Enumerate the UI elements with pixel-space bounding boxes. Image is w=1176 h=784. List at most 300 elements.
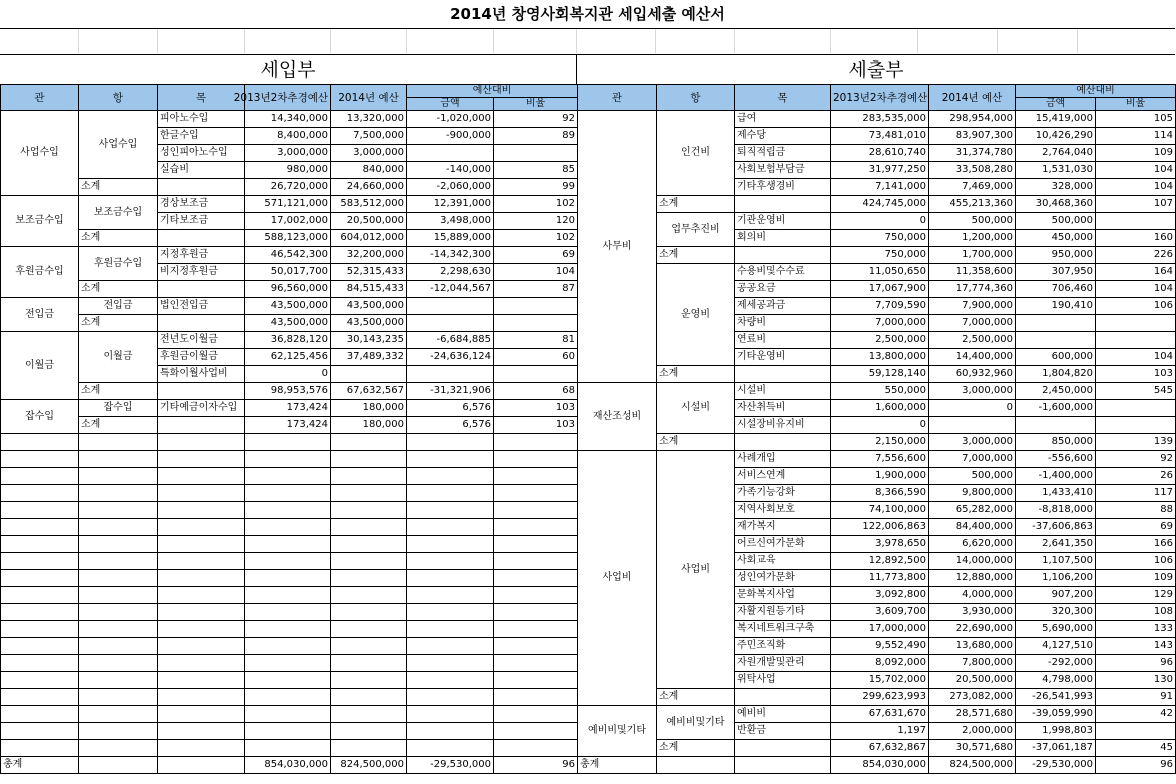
total-row [1, 757, 578, 774]
cell-cur: 2,000,000 [929, 723, 1016, 740]
empty-cell [494, 519, 578, 536]
cell-gwan: 재산조성비 [578, 383, 657, 451]
expense-heading: 세출부 [577, 54, 1175, 86]
empty-row [1, 502, 578, 519]
empty-cell [494, 587, 578, 604]
cell-amount: 12,391,000 [407, 196, 494, 213]
cell-hang: 소계 [657, 434, 735, 451]
cell-ratio: 85 [494, 162, 578, 179]
cell-amount: 2,450,000 [1016, 383, 1096, 400]
cell-hang: 소계 [657, 247, 735, 264]
empty-cell [245, 723, 331, 740]
cell-hang: 소계 [79, 315, 158, 332]
empty-cell [79, 621, 158, 638]
cell-cur: 67,632,567 [331, 383, 407, 400]
cell-ratio: 96 [1096, 655, 1176, 672]
cell-hang: 소계 [657, 689, 735, 706]
empty-cell [494, 706, 578, 723]
empty-row [1, 672, 578, 689]
empty-cell [245, 451, 331, 468]
cell-hang: 소계 [79, 417, 158, 434]
cell-mok: 공공요금 [735, 281, 831, 298]
cell-mok: 수용비및수수료 [735, 264, 831, 281]
cell-ratio: 109 [1096, 145, 1176, 162]
cell-mok: 후원금이월금 [158, 349, 245, 366]
table-row [578, 111, 1176, 128]
empty-row [1, 621, 578, 638]
empty-cell [1, 485, 79, 502]
cell-ratio: 26 [1096, 468, 1176, 485]
cell-amount [407, 366, 494, 383]
cell-mok: 기타예금이자수입 [158, 400, 245, 417]
header-gwan: 관 [578, 85, 657, 111]
cell-amount: 6,576 [407, 417, 494, 434]
cell-prev: 0 [831, 417, 929, 434]
empty-cell [1, 638, 79, 655]
empty-cell [1, 672, 79, 689]
empty-cell [1, 519, 79, 536]
empty-cell [79, 689, 158, 706]
cell-ratio: 104 [1096, 179, 1176, 196]
header-prev-budget: 2013년2차추경예산 [831, 85, 929, 111]
cell-mok: 지역사회보호 [735, 502, 831, 519]
cell-prev: 8,366,590 [831, 485, 929, 502]
cell-prev: 74,100,000 [831, 502, 929, 519]
table-row [578, 434, 1176, 451]
empty-cell [494, 536, 578, 553]
cell-cur: 4,000,000 [929, 587, 1016, 604]
empty-cell [407, 723, 494, 740]
empty-cell [331, 553, 407, 570]
empty-cell [331, 451, 407, 468]
table-row [578, 213, 1176, 230]
cell-amount [407, 298, 494, 315]
empty-cell [331, 536, 407, 553]
cell-amount: -12,044,567 [407, 281, 494, 298]
empty-cell [245, 519, 331, 536]
cell-hang: 후원금수입 [79, 247, 158, 281]
cell-hang: 예비비및기타 [657, 706, 735, 740]
empty-cell [407, 689, 494, 706]
cell-prev: 59,128,140 [831, 366, 929, 383]
cell-ratio: 69 [1096, 519, 1176, 536]
cell-cur: 31,374,780 [929, 145, 1016, 162]
empty-cell [245, 706, 331, 723]
cell-ratio: 103 [1096, 366, 1176, 383]
cell-hang: 이월금 [79, 332, 158, 383]
empty-row [1, 468, 578, 485]
empty-cell [158, 706, 245, 723]
empty-cell [407, 519, 494, 536]
cell-mok [735, 434, 831, 451]
cell-ratio: 139 [1096, 434, 1176, 451]
cell-gwan: 총계 [1, 757, 79, 774]
cell-amount: -140,000 [407, 162, 494, 179]
cell-ratio: 92 [1096, 451, 1176, 468]
cell-cur: 840,000 [331, 162, 407, 179]
cell-cur: 11,358,600 [929, 264, 1016, 281]
empty-cell [494, 740, 578, 757]
cell-ratio: 103 [494, 400, 578, 417]
empty-cell [331, 655, 407, 672]
cell-mok: 회의비 [735, 230, 831, 247]
cell-amount: 2,298,630 [407, 264, 494, 281]
cell-prev: 50,017,700 [245, 264, 331, 281]
empty-cell [158, 485, 245, 502]
empty-cell [331, 519, 407, 536]
cell-mok [735, 740, 831, 757]
empty-cell [245, 553, 331, 570]
cell-hang: 시설비 [657, 383, 735, 434]
empty-cell [79, 468, 158, 485]
table-row [1, 315, 578, 332]
cell-mok: 사회보험부담금 [735, 162, 831, 179]
cell-cur: 52,315,433 [331, 264, 407, 281]
cell-mok: 기타후생경비 [735, 179, 831, 196]
cell-ratio: 91 [1096, 689, 1176, 706]
cell-cur: 180,000 [331, 417, 407, 434]
empty-cell [79, 434, 158, 451]
cell-amount: 1,107,500 [1016, 553, 1096, 570]
empty-cell [331, 570, 407, 587]
cell-mok: 특화이월사업비 [158, 366, 245, 383]
cell-prev: 1,900,000 [831, 468, 929, 485]
cell-mok: 어르신여가문화 [735, 536, 831, 553]
empty-cell [79, 536, 158, 553]
cell-cur: 455,213,360 [929, 196, 1016, 213]
table-row [578, 383, 1176, 400]
empty-cell [245, 672, 331, 689]
cell-mok: 경상보조금 [158, 196, 245, 213]
header-mok: 목 [158, 85, 245, 111]
cell-mok: 성인피아노수입 [158, 145, 245, 162]
cell-cur: 20,500,000 [331, 213, 407, 230]
cell-prev: 13,800,000 [831, 349, 929, 366]
empty-cell [245, 468, 331, 485]
cell-ratio: 133 [1096, 621, 1176, 638]
empty-cell [1, 502, 79, 519]
cell-hang: 전입금 [79, 298, 158, 315]
header-gwan: 관 [1, 85, 79, 111]
empty-cell [331, 502, 407, 519]
cell-prev: 11,773,800 [831, 570, 929, 587]
empty-cell [407, 536, 494, 553]
empty-cell [331, 468, 407, 485]
empty-row [1, 451, 578, 468]
header-amount: 금액 [1016, 98, 1096, 111]
cell-amount: -900,000 [407, 128, 494, 145]
cell-amount: 5,690,000 [1016, 621, 1096, 638]
cell-prev: 36,828,120 [245, 332, 331, 349]
cell-mok: 기타운영비 [735, 349, 831, 366]
cell-ratio: 104 [494, 264, 578, 281]
cell-amount [1016, 315, 1096, 332]
cell-prev: 98,953,576 [245, 383, 331, 400]
empty-cell [245, 570, 331, 587]
header-hang: 항 [79, 85, 158, 111]
cell-cur: 273,082,000 [929, 689, 1016, 706]
cell-hang [657, 757, 735, 774]
cell-amount: 15,889,000 [407, 230, 494, 247]
cell-gwan: 전입금 [1, 298, 79, 332]
cell-amount: 4,127,510 [1016, 638, 1096, 655]
cell-cur: 14,400,000 [929, 349, 1016, 366]
cell-amount: 1,531,030 [1016, 162, 1096, 179]
empty-cell [158, 502, 245, 519]
table-row [578, 196, 1176, 213]
cell-cur: 7,469,000 [929, 179, 1016, 196]
empty-row [1, 536, 578, 553]
cell-cur: 37,489,332 [331, 349, 407, 366]
cell-ratio: 45 [1096, 740, 1176, 757]
cell-amount: -1,600,000 [1016, 400, 1096, 417]
cell-cur: 30,571,680 [929, 740, 1016, 757]
table-row [1, 332, 578, 349]
cell-cur: 60,932,960 [929, 366, 1016, 383]
cell-prev: 3,609,700 [831, 604, 929, 621]
cell-hang: 소계 [79, 281, 158, 298]
cell-cur: 1,200,000 [929, 230, 1016, 247]
empty-cell [245, 502, 331, 519]
cell-gwan: 보조금수입 [1, 196, 79, 247]
empty-cell [158, 723, 245, 740]
empty-cell [79, 485, 158, 502]
cell-amount: -292,000 [1016, 655, 1096, 672]
cell-gwan: 사업비 [578, 451, 657, 706]
cell-mok: 전년도이월금 [158, 332, 245, 349]
cell-prev: 67,632,867 [831, 740, 929, 757]
cell-ratio [1096, 417, 1176, 434]
empty-cell [331, 485, 407, 502]
cell-prev: 0 [245, 366, 331, 383]
empty-cell [245, 740, 331, 757]
cell-ratio: 109 [1096, 570, 1176, 587]
header-ratio: 비율 [494, 98, 578, 111]
cell-mok: 지정후원금 [158, 247, 245, 264]
empty-cell [494, 655, 578, 672]
cell-mok: 차량비 [735, 315, 831, 332]
cell-prev: 7,709,590 [831, 298, 929, 315]
header-diff: 예산대비 [407, 85, 578, 98]
cell-cur: 6,620,000 [929, 536, 1016, 553]
empty-cell [245, 536, 331, 553]
cell-prev: 854,030,000 [245, 757, 331, 774]
empty-cell [245, 587, 331, 604]
empty-cell [79, 519, 158, 536]
header-cur-budget: 2014년 예산 [929, 85, 1016, 111]
cell-cur: 13,680,000 [929, 638, 1016, 655]
cell-ratio: 160 [1096, 230, 1176, 247]
cell-ratio: 89 [494, 128, 578, 145]
cell-hang: 인건비 [657, 111, 735, 196]
cell-cur: 3,000,000 [929, 383, 1016, 400]
cell-ratio: 105 [1096, 111, 1176, 128]
empty-cell [331, 587, 407, 604]
empty-cell [407, 502, 494, 519]
empty-row [1, 570, 578, 587]
empty-cell [245, 689, 331, 706]
empty-cell [158, 672, 245, 689]
cell-amount: 2,764,040 [1016, 145, 1096, 162]
cell-cur: 7,000,000 [929, 315, 1016, 332]
cell-mok: 성인여가문화 [735, 570, 831, 587]
cell-ratio: 120 [494, 213, 578, 230]
cell-mok: 퇴직적립금 [735, 145, 831, 162]
cell-ratio: 68 [494, 383, 578, 400]
cell-ratio: 104 [1096, 349, 1176, 366]
header-prev-budget: 2013년2차추경예산 [245, 85, 331, 111]
cell-prev: 7,141,000 [831, 179, 929, 196]
cell-hang: 소계 [79, 179, 158, 196]
cell-ratio: 226 [1096, 247, 1176, 264]
empty-cell [1, 723, 79, 740]
empty-cell [407, 468, 494, 485]
empty-cell [79, 740, 158, 757]
cell-ratio: 96 [1096, 757, 1176, 774]
cell-gwan: 이월금 [1, 332, 79, 400]
table-row [1, 179, 578, 196]
empty-cell [245, 434, 331, 451]
table-row [1, 247, 578, 264]
empty-cell [158, 587, 245, 604]
empty-row [1, 519, 578, 536]
cell-hang: 업무추진비 [657, 213, 735, 247]
empty-row [1, 740, 578, 757]
document-title: 2014년 창영사회복지관 세입세출 예산서 [0, 0, 1175, 29]
empty-row [1, 706, 578, 723]
cell-amount: 4,798,000 [1016, 672, 1096, 689]
table-row [578, 366, 1176, 383]
empty-cell [331, 672, 407, 689]
cell-prev: 43,500,000 [245, 298, 331, 315]
cell-ratio [1096, 400, 1176, 417]
cell-ratio: 104 [1096, 281, 1176, 298]
cell-cur: 28,571,680 [929, 706, 1016, 723]
empty-cell [494, 723, 578, 740]
income-table [0, 84, 578, 774]
table-row [1, 196, 578, 213]
empty-cell [494, 672, 578, 689]
cell-prev: 26,720,000 [245, 179, 331, 196]
cell-mok [158, 417, 245, 434]
cell-amount: -31,321,906 [407, 383, 494, 400]
cell-prev: 299,623,993 [831, 689, 929, 706]
cell-amount: -29,530,000 [407, 757, 494, 774]
cell-mok: 실습비 [158, 162, 245, 179]
cell-amount: 450,000 [1016, 230, 1096, 247]
cell-amount: -24,636,124 [407, 349, 494, 366]
empty-cell [331, 723, 407, 740]
cell-ratio: 99 [494, 179, 578, 196]
empty-cell [407, 672, 494, 689]
empty-cell [158, 468, 245, 485]
cell-ratio [494, 366, 578, 383]
empty-cell [331, 706, 407, 723]
cell-cur: 180,000 [331, 400, 407, 417]
cell-amount [1016, 332, 1096, 349]
cell-cur: 1,700,000 [929, 247, 1016, 264]
cell-prev: 8,400,000 [245, 128, 331, 145]
cell-ratio: 107 [1096, 196, 1176, 213]
empty-cell [79, 655, 158, 672]
empty-cell [158, 570, 245, 587]
empty-cell [494, 553, 578, 570]
cell-hang: 사업비 [657, 451, 735, 689]
cell-amount [1016, 417, 1096, 434]
table-row [578, 451, 1176, 468]
cell-mok [735, 247, 831, 264]
cell-cur: 12,880,000 [929, 570, 1016, 587]
header-amount: 금액 [407, 98, 494, 111]
cell-prev: 8,092,000 [831, 655, 929, 672]
cell-amount: -37,606,863 [1016, 519, 1096, 536]
empty-cell [158, 638, 245, 655]
cell-mok: 주민조직화 [735, 638, 831, 655]
cell-cur [929, 417, 1016, 434]
empty-cell [158, 536, 245, 553]
empty-cell [407, 638, 494, 655]
cell-prev: 43,500,000 [245, 315, 331, 332]
cell-cur: 30,143,235 [331, 332, 407, 349]
empty-cell [1, 740, 79, 757]
table-row [1, 111, 578, 128]
cell-mok: 반환금 [735, 723, 831, 740]
empty-cell [1, 706, 79, 723]
cell-cur: 3,930,000 [929, 604, 1016, 621]
table-row [578, 706, 1176, 723]
empty-cell [158, 689, 245, 706]
cell-amount: -26,541,993 [1016, 689, 1096, 706]
cell-mok: 복지네트워크구축 [735, 621, 831, 638]
empty-cell [79, 638, 158, 655]
cell-amount: -6,684,885 [407, 332, 494, 349]
table-row [1, 298, 578, 315]
cell-prev: 980,000 [245, 162, 331, 179]
cell-cur: 83,907,300 [929, 128, 1016, 145]
empty-cell [79, 672, 158, 689]
cell-amount [407, 315, 494, 332]
cell-mok: 한글수입 [158, 128, 245, 145]
empty-cell [79, 553, 158, 570]
cell-prev: 2,500,000 [831, 332, 929, 349]
empty-cell [494, 468, 578, 485]
cell-ratio: 102 [494, 196, 578, 213]
cell-cur: 84,400,000 [929, 519, 1016, 536]
cell-mok: 급여 [735, 111, 831, 128]
cell-amount: 3,498,000 [407, 213, 494, 230]
header-cur-budget: 2014년 예산 [331, 85, 407, 111]
cell-amount: 1,106,200 [1016, 570, 1096, 587]
empty-cell [407, 570, 494, 587]
cell-prev: 7,556,600 [831, 451, 929, 468]
cell-cur: 500,000 [929, 213, 1016, 230]
cell-gwan: 총계 [578, 757, 657, 774]
cell-gwan: 후원금수입 [1, 247, 79, 298]
cell-ratio: 103 [494, 417, 578, 434]
cell-amount: -14,342,300 [407, 247, 494, 264]
empty-cell [1, 689, 79, 706]
empty-cell [1, 451, 79, 468]
cell-cur: 24,660,000 [331, 179, 407, 196]
cell-cur: 500,000 [929, 468, 1016, 485]
blank-row [0, 29, 1175, 53]
cell-ratio [494, 315, 578, 332]
cell-amount: -2,060,000 [407, 179, 494, 196]
cell-mok: 문화복지사업 [735, 587, 831, 604]
cell-hang: 보조금수입 [79, 196, 158, 230]
empty-cell [407, 621, 494, 638]
empty-cell [245, 485, 331, 502]
